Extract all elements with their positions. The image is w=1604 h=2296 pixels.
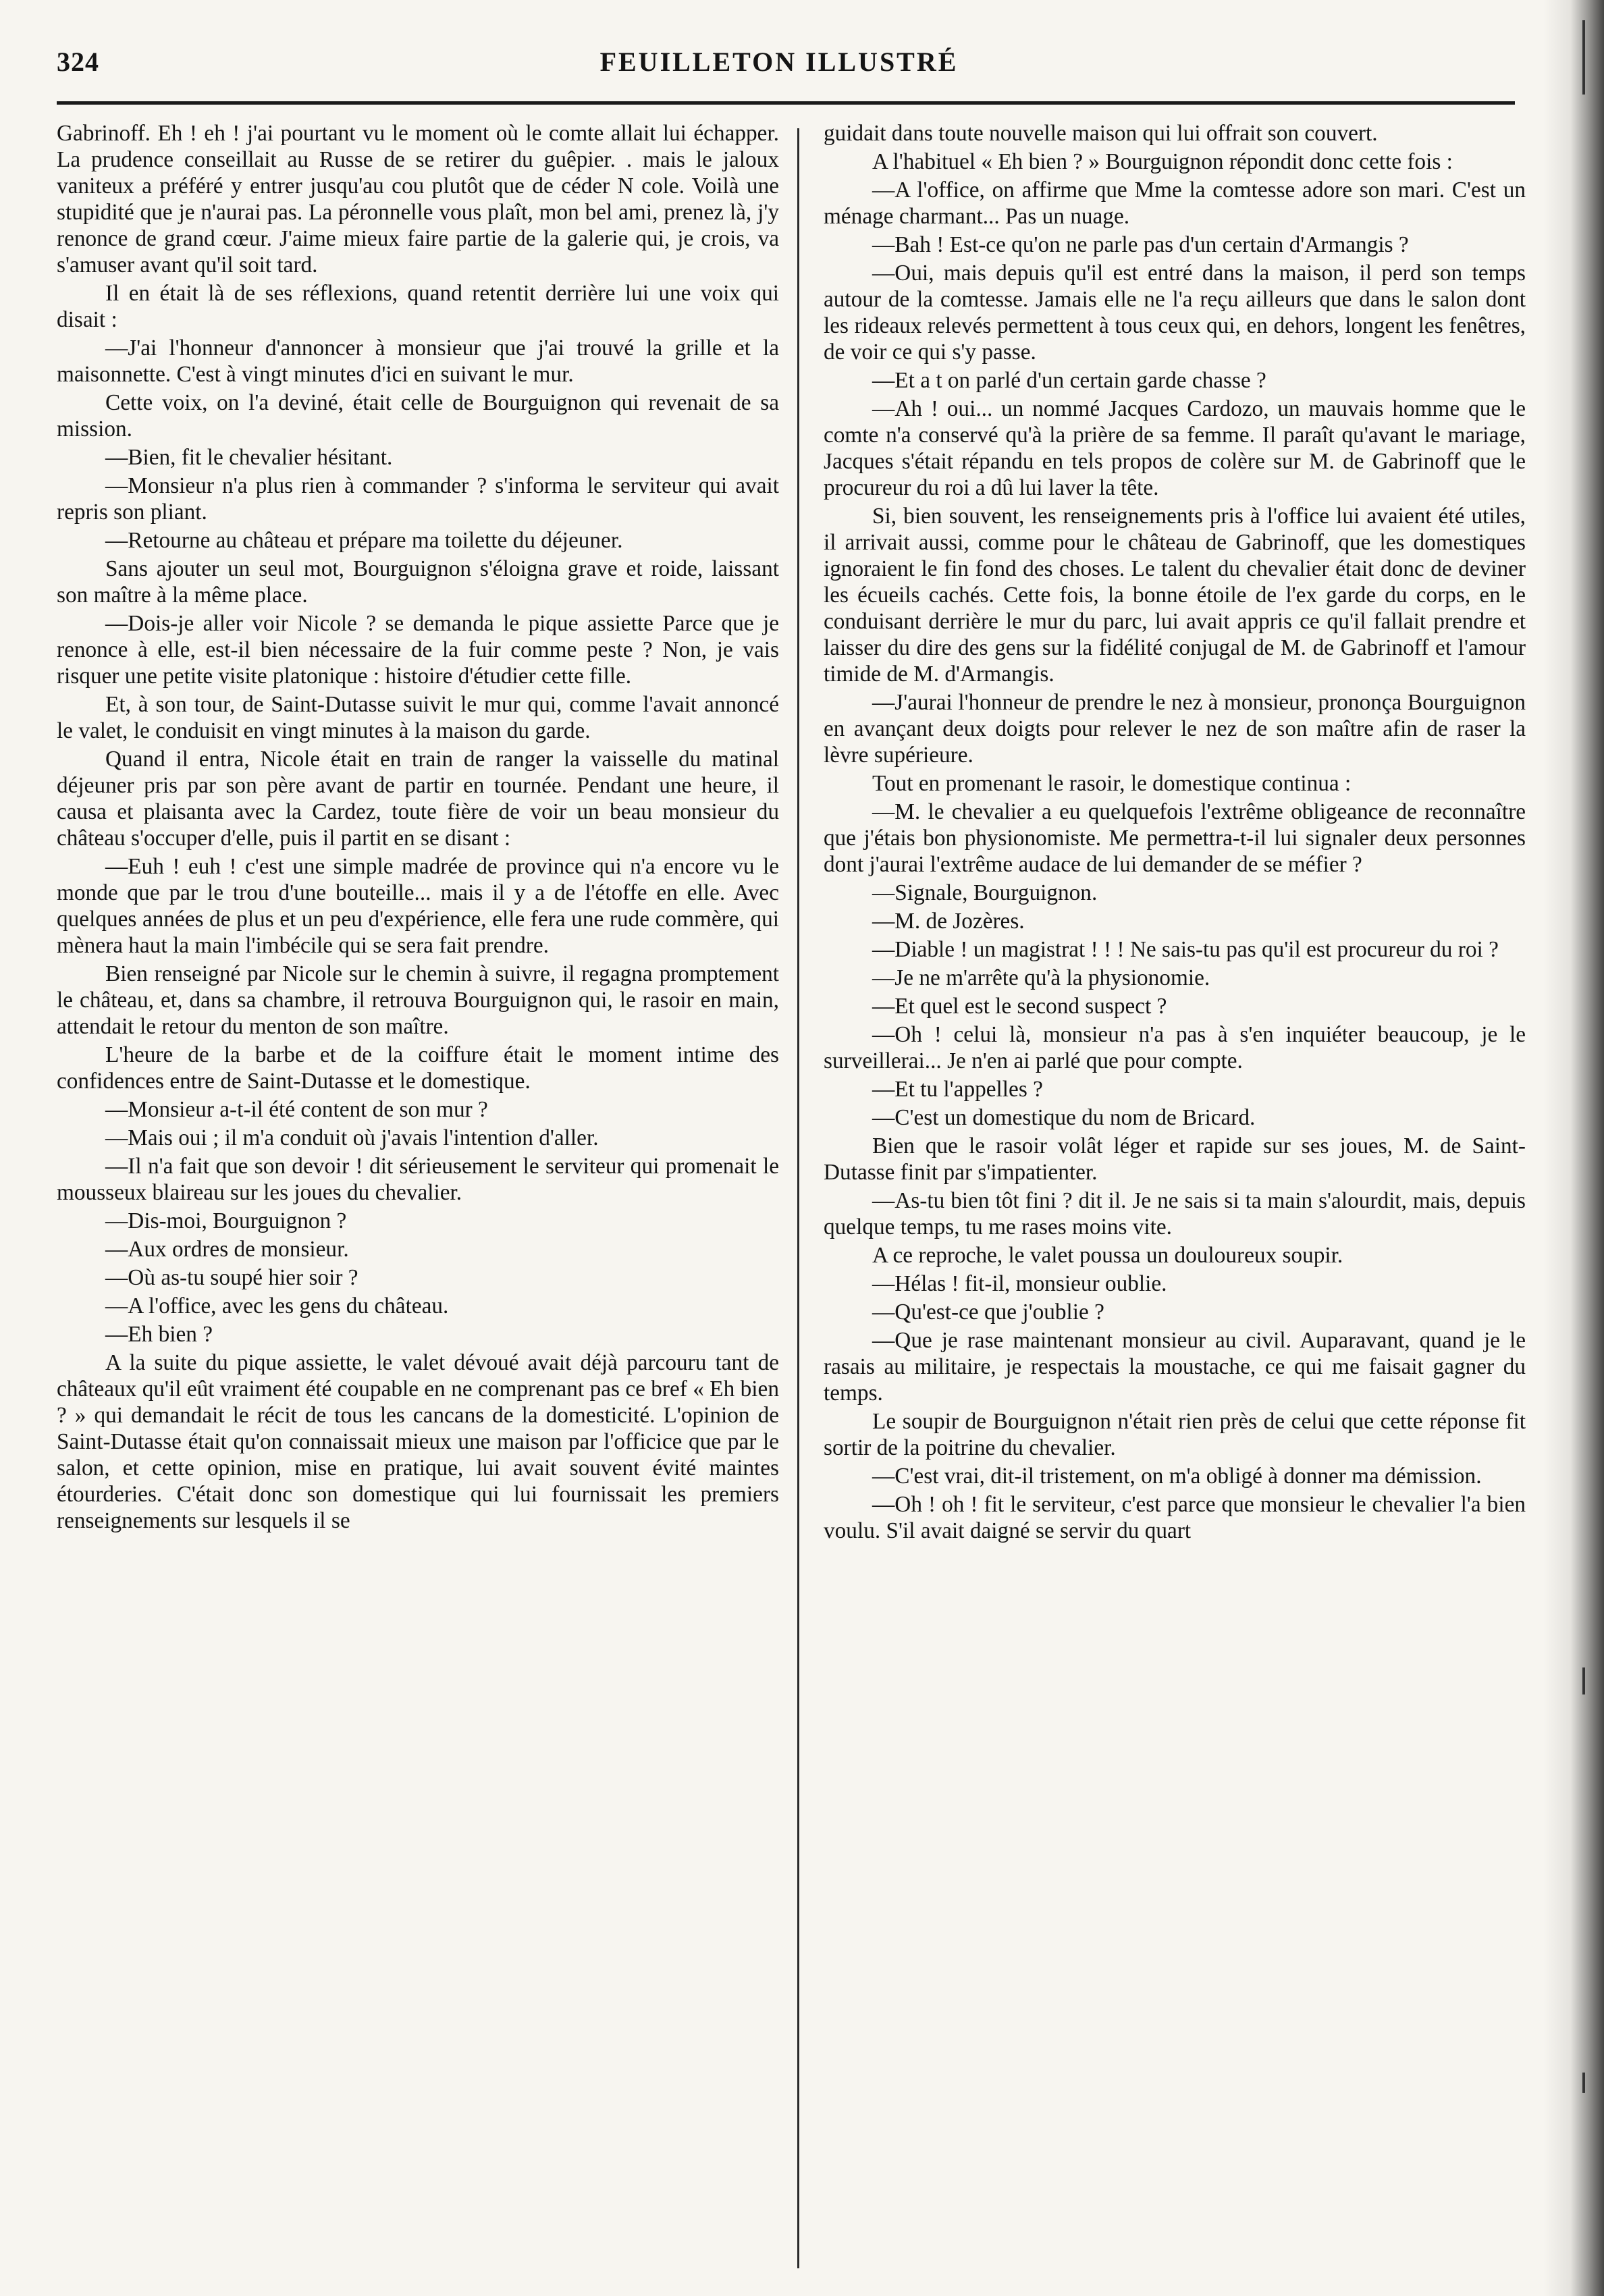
text-paragraph: A la suite du pique assiette, le valet dévoué avait déjà parcouru tant de châteaux qu'il eût vraiment été coupable en ne comprenant pas ce bref « Eh bien ? » qui demandait le récit de tous les cancans de la domesticité. L'opinion de Saint-Dutasse était qu'on connaissait mieux une maison par l'officice que par le salon, et cette opinion, mise en pratique, lui avait souvent évité maintes étourderies. C'était donc son domestique qui lui fournissait les premiers renseignements sur lesquels il se [57, 1350, 779, 1533]
text-paragraph: Bien renseigné par Nicole sur le chemin à suivre, il regagna promptement le château, et, dans sa chambre, il retrouva Bourguignon qui, le rasoir en main, attendait le retour du menton de son maître. [57, 961, 779, 1039]
text-paragraph: Si, bien souvent, les renseignements pris à l'office lui avaient été utiles, il arrivait aussi, comme pour le château de Gabrinoff, que les domestiques ignoraient le fin fond des choses. Le talent du chevalier était donc de deviner les écueils cachés. Cette fois, la bonne étoile de l'ex garde du corps, en le conduisant derrière le mur du parc, lui avait appris ce qu'il fallait prendre et laisser du dire des gens sur la fidélité conjugal de M. de Gabrinoff et l'amour timide de M. d'Armangis. [824, 504, 1526, 687]
dialogue-paragraph: —As-tu bien tôt fini ? dit il. Je ne sais si ta main s'alourdit, mais, depuis quelque temps, tu me rases moins vite. [824, 1188, 1526, 1239]
dialogue-paragraph: —Retourne au château et prépare ma toilette du déjeuner. [105, 528, 623, 553]
dialogue-paragraph: —M. de Jozères. [872, 909, 1025, 934]
dialogue-paragraph: —Euh ! euh ! c'est une simple madrée de province qui n'a encore vu le monde que par le trou d'une bouteille... mais il y a de l'étoffe en elle. Avec quelques années de plus et un peu d'expérience, elle fera une rude commère, qui mènera haut la main l'imbécile qui se sera fait prendre. [57, 854, 779, 958]
dialogue-paragraph: —J'aurai l'honneur de prendre le nez à monsieur, prononça Bourguignon en avançant deux doigts pour relever le nez de son maître afin de raser la lèvre supérieure. [824, 690, 1526, 768]
dialogue-paragraph: —M. le chevalier a eu quelquefois l'extrême obligeance de reconnaître que j'étais bon physionomiste. Me permettra-t-il lui signaler deux personnes dont j'aurai l'extrême audace de lui demander de se méfier ? [824, 799, 1526, 877]
dialogue-paragraph: —Diable ! un magistrat ! ! ! Ne sais-tu pas qu'il est procureur du roi ? [872, 937, 1499, 962]
dialogue-paragraph: —Eh bien ? [105, 1322, 213, 1347]
text-paragraph: Et, à son tour, de Saint-Dutasse suivit le mur qui, comme l'avait annoncé le valet, le conduisit en vingt minutes à la maison du garde. [57, 692, 779, 743]
dialogue-paragraph: —Ah ! oui... un nommé Jacques Cardozo, un mauvais homme que le comte n'a conservé qu'à la prière de sa femme. Il paraît qu'avant le mariage, Jacques s'était répandu en tels propos de colère sur M. de Gabrinoff que le procureur du roi a dû lui laver la tête. [824, 396, 1526, 500]
text-paragraph: Bien que le rasoir volât léger et rapide sur ses joues, M. de Saint-Dutasse finit par s'impatienter. [824, 1133, 1526, 1185]
running-title: FEUILLETON ILLUSTRÉ [599, 47, 959, 77]
dialogue-paragraph: —A l'office, avec les gens du château. [105, 1293, 449, 1318]
dialogue-paragraph: —Et quel est le second suspect ? [872, 994, 1167, 1019]
dialogue-paragraph: —Aux ordres de monsieur. [105, 1237, 349, 1262]
column-divider [797, 128, 799, 2268]
page-header [57, 46, 1501, 93]
text-paragraph: Tout en promenant le rasoir, le domestique continua : [872, 771, 1352, 796]
scan-edge-mark [1582, 1667, 1585, 1694]
dialogue-paragraph: —Où as-tu soupé hier soir ? [105, 1265, 358, 1290]
dialogue-paragraph: —Oui, mais depuis qu'il est entré dans la maison, il perd son temps autour de la comtesse. Jamais elle ne l'a reçu ailleurs que dans le salon dont les rideaux relevés permettent à tous ceux qui, en dehors, longent les fenêtres, de voir ce qui s'y passe. [824, 261, 1526, 365]
header-rule [57, 101, 1515, 105]
text-paragraph: A l'habituel « Eh bien ? » Bourguignon répondit donc cette fois : [872, 149, 1453, 174]
scan-edge-shadow [1543, 0, 1604, 2296]
dialogue-paragraph: —Mais oui ; il m'a conduit où j'avais l'intention d'aller. [105, 1125, 599, 1150]
text-paragraph: L'heure de la barbe et de la coiffure était le moment intime des confidences entre de Saint-Dutasse et le domestique. [57, 1042, 779, 1094]
dialogue-paragraph: —Monsieur n'a plus rien à commander ? s'informa le serviteur qui avait repris son pliant. [57, 473, 779, 525]
dialogue-paragraph: —Signale, Bourguignon. [872, 880, 1098, 905]
dialogue-paragraph: —Que je rase maintenant monsieur au civil. Auparavant, quand je le rasais au militaire, je respectais la moustache, ce qui me faisait gagner du temps. [824, 1328, 1526, 1406]
scan-edge-mark [1582, 20, 1585, 95]
page-number: 324 [57, 47, 99, 77]
text-paragraph: Sans ajouter un seul mot, Bourguignon s'éloigna grave et roide, laissant son maître à la même place. [57, 556, 779, 608]
text-paragraph: Le soupir de Bourguignon n'était rien près de celui que cette réponse fit sortir de la poitrine du chevalier. [824, 1409, 1526, 1460]
dialogue-paragraph: —J'ai l'honneur d'annoncer à monsieur que j'ai trouvé la grille et la maisonnette. C'est à vingt minutes d'ici en suivant le mur. [57, 336, 779, 387]
dialogue-paragraph: —Dois-je aller voir Nicole ? se demanda le pique assiette Parce que je renonce à elle, est-il bien nécessaire de la fuir comme peste ? Non, je vais risquer une petite visite platonique : histoire d'étudier cette fille. [57, 611, 779, 689]
dialogue-paragraph: —C'est un domestique du nom de Bricard. [872, 1105, 1256, 1130]
right-column [824, 120, 1526, 2267]
dialogue-paragraph: —Hélas ! fit-il, monsieur oublie. [872, 1271, 1167, 1296]
dialogue-paragraph: —Je ne m'arrête qu'à la physionomie. [872, 965, 1210, 990]
dialogue-paragraph: —Et tu l'appelles ? [872, 1077, 1043, 1102]
dialogue-paragraph: —C'est vrai, dit-il tristement, on m'a obligé à donner ma démission. [872, 1464, 1482, 1489]
scan-edge-mark [1582, 2073, 1585, 2093]
dialogue-paragraph: —Oh ! celui là, monsieur n'a pas à s'en inquiéter beaucoup, je le surveillerai... Je n'en ai parlé que pour compte. [824, 1022, 1526, 1073]
text-paragraph: A ce reproche, le valet poussa un douloureux soupir. [872, 1243, 1343, 1268]
dialogue-paragraph: —Il n'a fait que son devoir ! dit sérieusement le serviteur qui promenait le mousseux blaireau sur les joues du chevalier. [57, 1154, 779, 1205]
dialogue-paragraph: —Monsieur a-t-il été content de son mur ? [105, 1097, 488, 1122]
left-column [57, 120, 779, 2267]
dialogue-paragraph: —Bah ! Est-ce qu'on ne parle pas d'un certain d'Armangis ? [872, 232, 1409, 257]
text-paragraph: Cette voix, on l'a deviné, était celle de Bourguignon qui revenait de sa mission. [57, 390, 779, 442]
dialogue-paragraph: —Et a t on parlé d'un certain garde chasse ? [872, 368, 1266, 393]
text-paragraph: guidait dans toute nouvelle maison qui lui offrait son couvert. [824, 121, 1378, 146]
dialogue-paragraph: —Qu'est-ce que j'oublie ? [872, 1300, 1104, 1325]
dialogue-paragraph: —Oh ! oh ! fit le serviteur, c'est parce que monsieur le chevalier l'a bien voulu. S'il avait daigné se servir du quart [824, 1492, 1526, 1543]
dialogue-paragraph: —Dis-moi, Bourguignon ? [105, 1208, 347, 1233]
dialogue-paragraph: —A l'office, on affirme que Mme la comtesse adore son mari. C'est un ménage charmant... Pas un nuage. [824, 178, 1526, 229]
text-paragraph: Gabrinoff. Eh ! eh ! j'ai pourtant vu le moment où le comte allait lui échapper. La prudence conseillait au Russe de se retirer du guêpier. . mais le jaloux vaniteux a préféré y entrer jusqu'au cou plutôt que de céder N cole. Voilà une stupidité que je n'aurai pas. La péronnelle vous plaît, mon bel ami, prenez là, j'y renonce de grand cœur. J'aime mieux faire partie de la galerie qui, je crois, va s'amuser avant qu'il soit tard. [57, 121, 779, 277]
dialogue-paragraph: —Bien, fit le chevalier hésitant. [105, 445, 393, 470]
text-paragraph: Quand il entra, Nicole était en train de ranger la vaisselle du matinal déjeuner pris par son père avant de partir en tournée. Pendant une heure, il causa et plaisanta avec la Cardez, toute fière de voir un beau monsieur du château s'occuper d'elle, puis il partit en se disant : [57, 747, 779, 851]
text-paragraph: Il en était là de ses réflexions, quand retentit derrière lui une voix qui disait : [57, 281, 779, 332]
